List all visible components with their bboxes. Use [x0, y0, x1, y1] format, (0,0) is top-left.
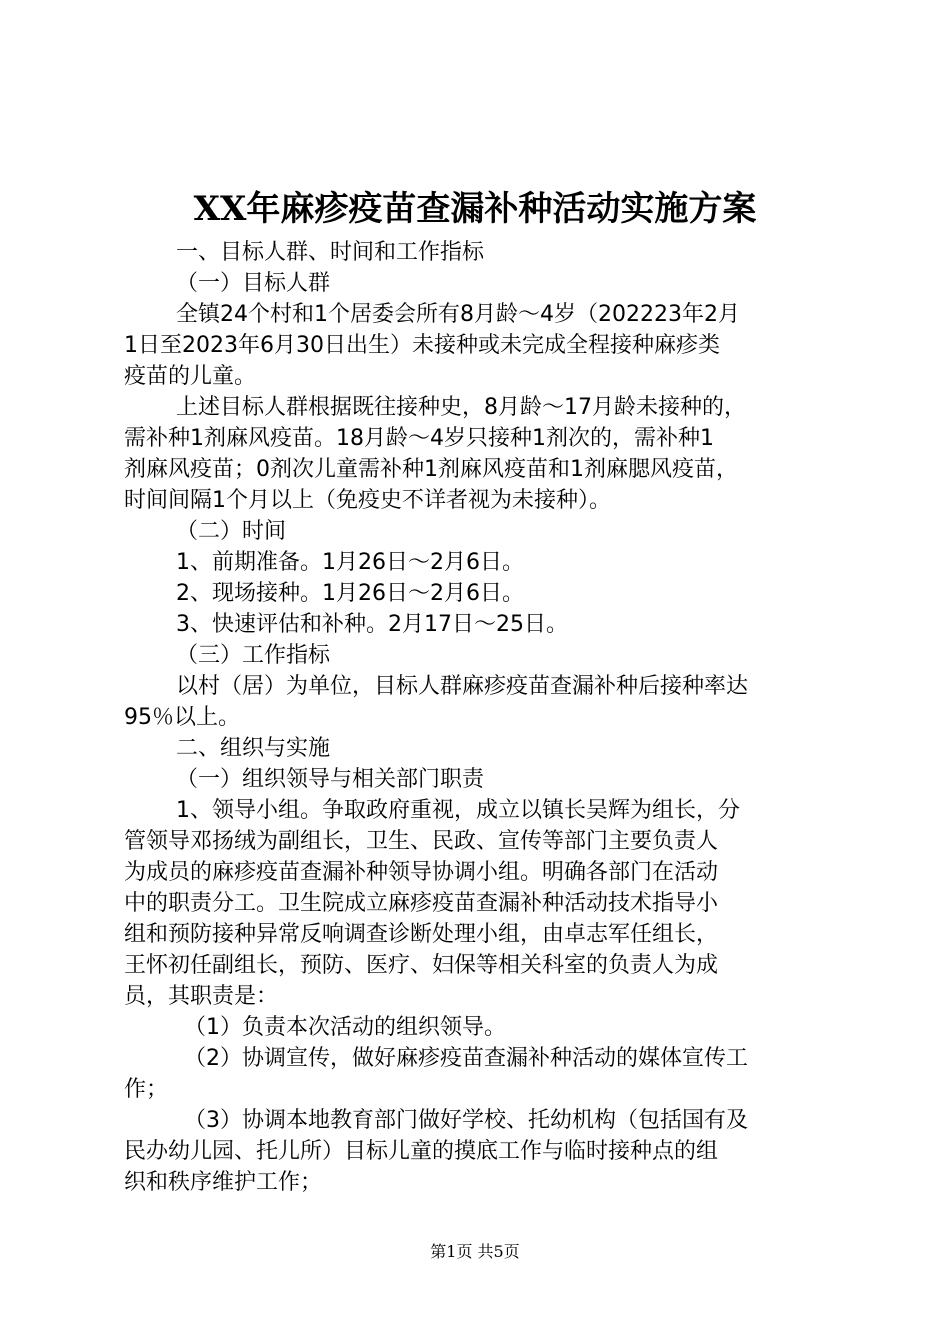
subsection-heading: （一）目标人群 [176, 271, 331, 296]
paragraph-line: 剂麻风疫苗；0剂次儿童需补种1剂麻风疫苗和1剂麻腮风疫苗， [124, 457, 738, 482]
paragraph-line: 管领导邓扬绒为副组长，卫生、民政、宣传等部门主要负责人 [124, 829, 719, 854]
subsection-heading: （二）时间 [176, 519, 287, 544]
list-item: 3、快速评估和补种。2月17日～25日。 [176, 612, 568, 637]
list-item: （3）协调本地教育部门做好学校、托幼机构（包括国有及 [184, 1108, 748, 1133]
list-item: （1）负责本次活动的组织领导。 [184, 1015, 506, 1040]
page-footer: 第1页 共5页 [430, 1242, 520, 1261]
paragraph-line: 1、领导小组。争取政府重视，成立以镇长吴辉为组长，分 [176, 798, 740, 823]
paragraph-line: 作； [124, 1077, 169, 1102]
list-item: （2）协调宣传，做好麻疹疫苗查漏补种活动的媒体宣传工 [184, 1046, 748, 1071]
list-item: 2、现场接种。1月26日～2月6日。 [176, 581, 524, 606]
list-item: 1、前期准备。1月26日～2月6日。 [176, 550, 524, 575]
paragraph-line: 以村（居）为单位，目标人群麻疹疫苗查漏补种后接种率达 [176, 674, 749, 699]
paragraph-line: 上述目标人群根据既往接种史，8月龄～17月龄未接种的， [176, 395, 746, 420]
section-heading: 二、组织与实施 [176, 736, 331, 761]
paragraph-line: 1日至2023年6月30日出生）未接种或未完成全程接种麻疹类 [124, 333, 720, 358]
document-body [124, 237, 836, 1198]
paragraph-line: 王怀初任副组长，预防、医疗、妇保等相关科室的负责人为成 [124, 953, 719, 978]
paragraph-line: 织和秩序维护工作； [124, 1170, 323, 1195]
paragraph-line: 中的职责分工。卫生院成立麻疹疫苗查漏补种活动技术指导小 [124, 891, 719, 916]
subsection-heading: （一）组织领导与相关部门职责 [176, 767, 485, 792]
paragraph-line: 需补种1剂麻风疫苗。18月龄～4岁只接种1剂次的，需补种1 [124, 426, 714, 451]
paragraph-line: 组和预防接种异常反响调查诊断处理小组，由卓志军任组长， [124, 922, 719, 947]
paragraph-line: 疫苗的儿童。 [124, 364, 257, 389]
paragraph-line: 民办幼儿园、托儿所）目标儿童的摸底工作与临时接种点的组 [124, 1139, 719, 1164]
subsection-heading: （三）工作指标 [176, 643, 331, 668]
paragraph-line: 全镇24个村和1个居委会所有8月龄～4岁（202223年2月 [176, 302, 740, 327]
paragraph-line: 95％以上。 [124, 705, 240, 730]
paragraph-line: 时间间隔1个月以上（免疫史不详者视为未接种）。 [124, 488, 611, 513]
paragraph-line: 员，其职责是： [124, 984, 279, 1009]
document-title: XX年麻疹疫苗查漏补种活动实施方案 [193, 189, 757, 229]
section-heading: 一、目标人群、时间和工作指标 [176, 240, 485, 265]
paragraph-line: 为成员的麻疹疫苗查漏补种领导协调小组。明确各部门在活动 [124, 860, 719, 885]
